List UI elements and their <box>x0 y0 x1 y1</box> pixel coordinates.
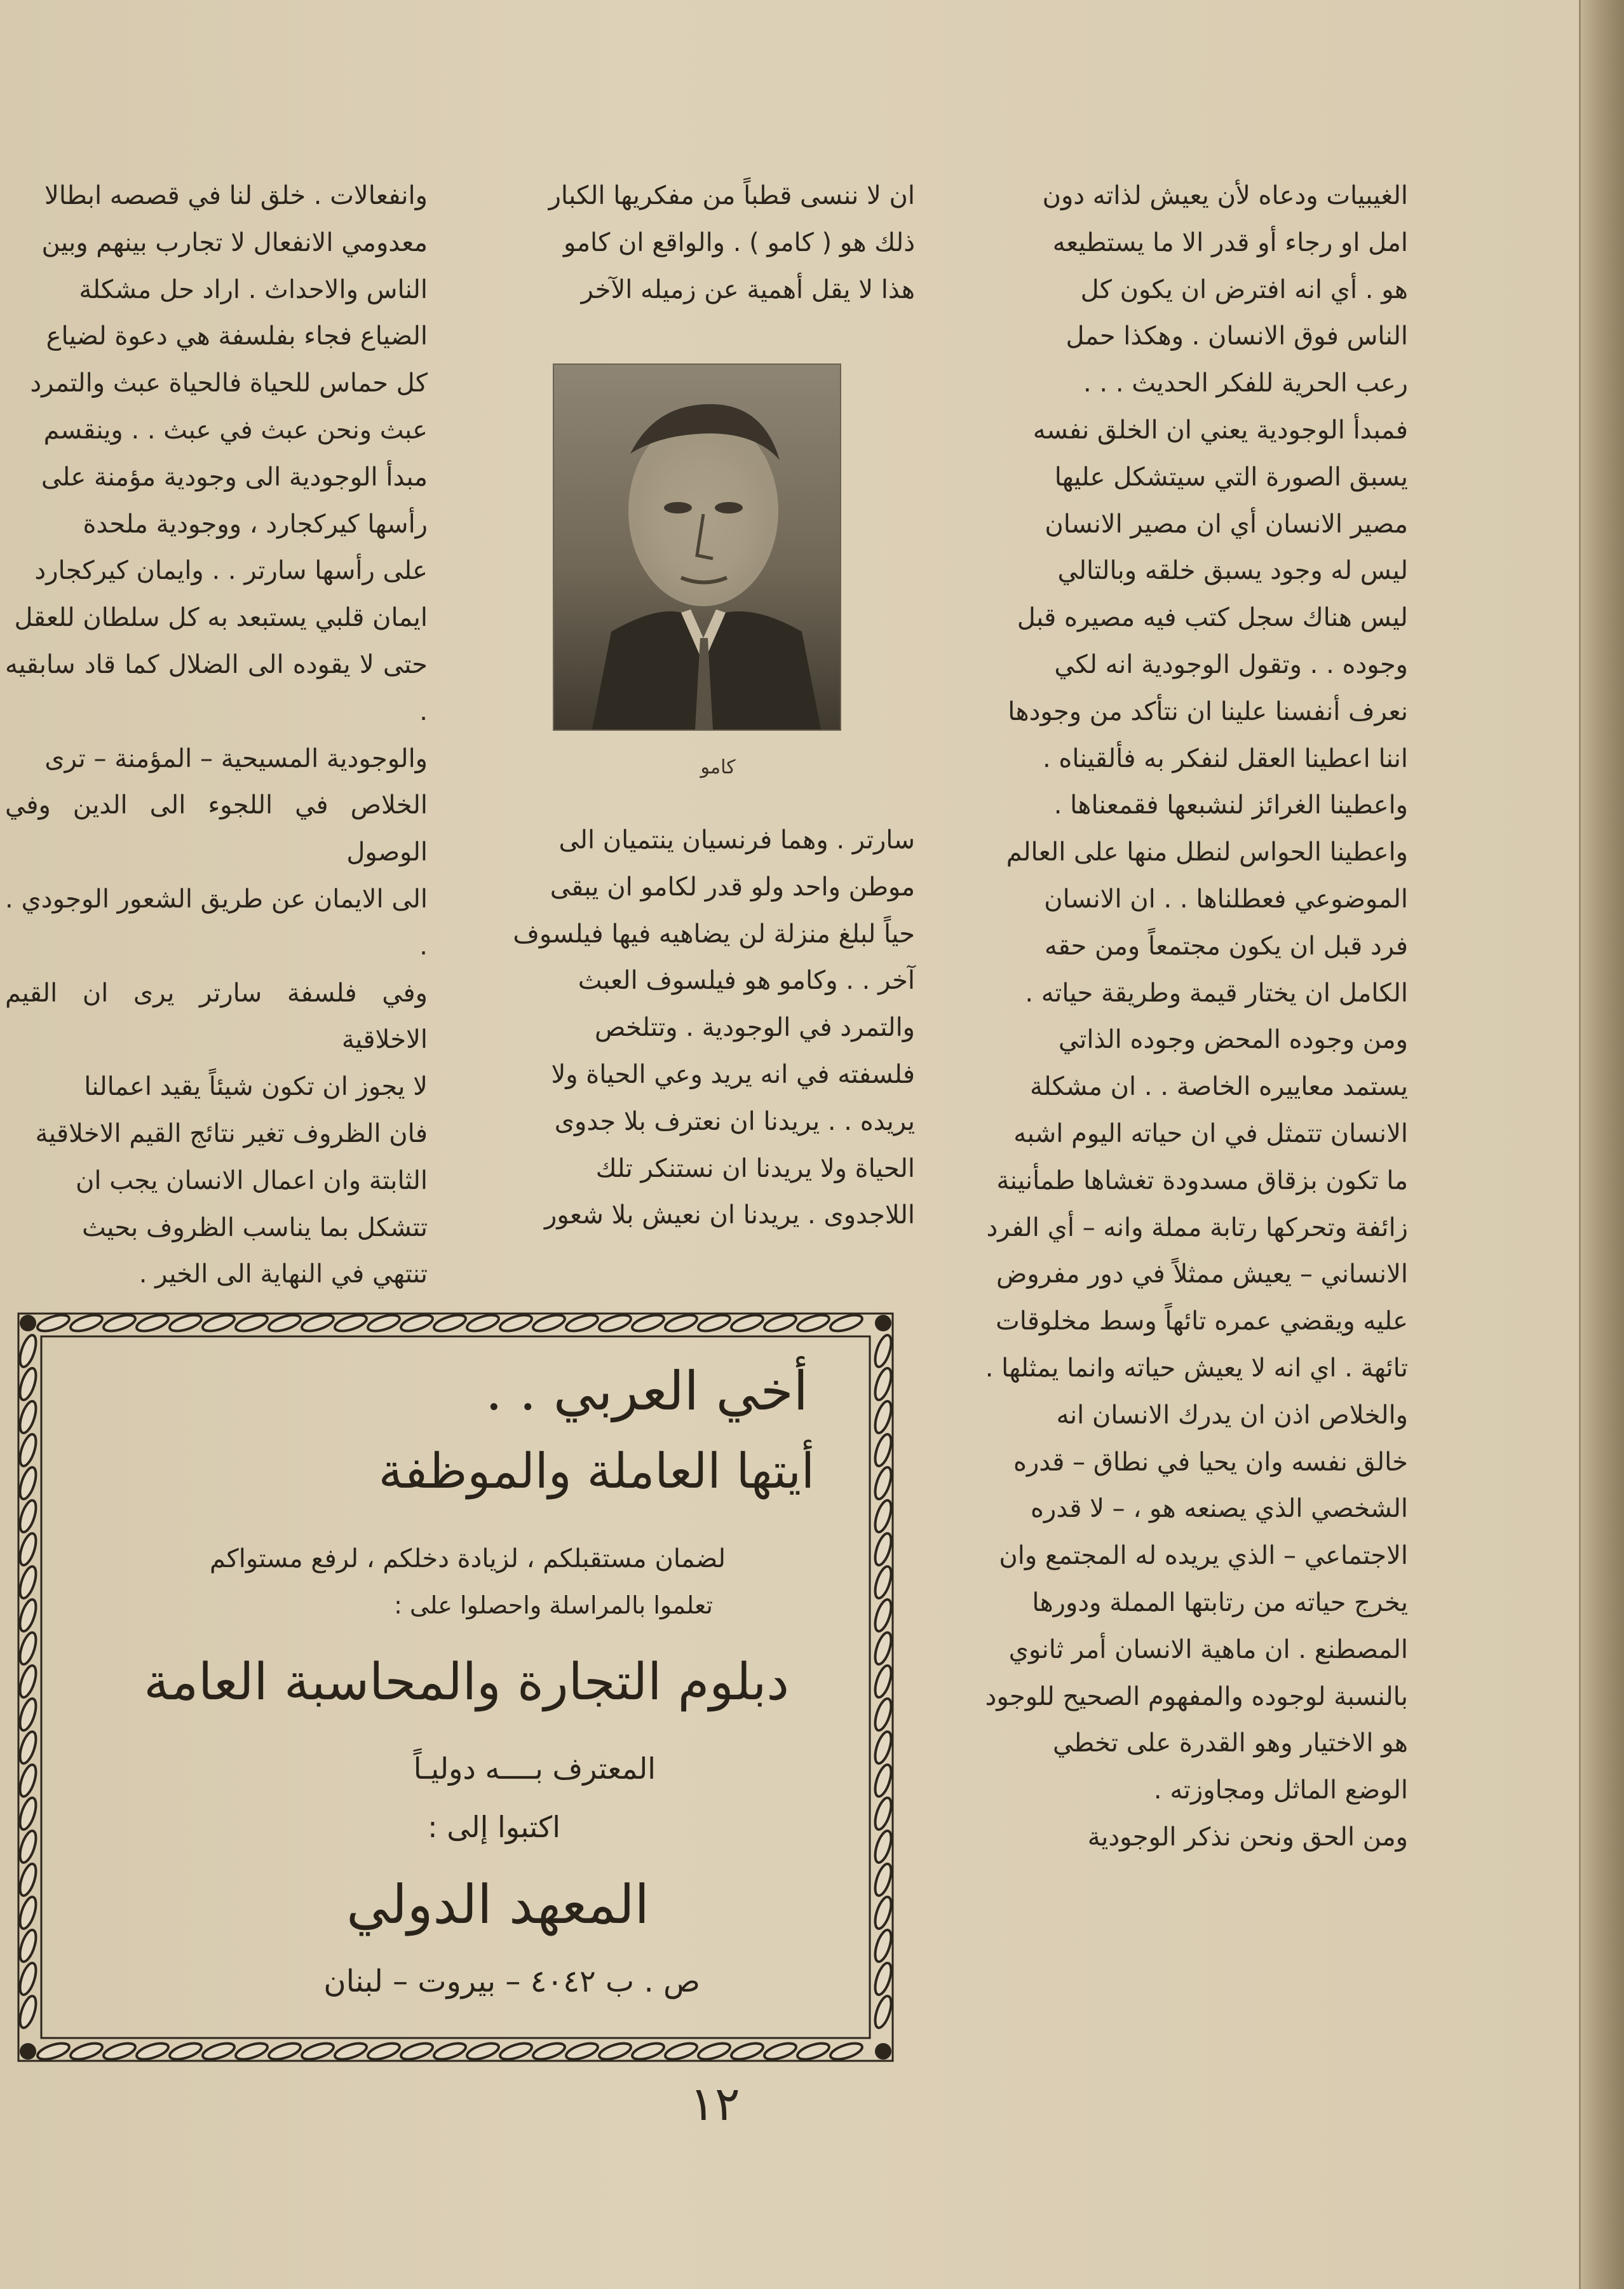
rope-link <box>498 1312 534 1334</box>
rope-link <box>267 2040 302 2062</box>
rope-link <box>69 2040 104 2062</box>
rope-link <box>17 1333 39 1369</box>
rope-link <box>17 1532 39 1567</box>
text-line: عليه ويقضي عمره تائهاً وسط مخلوقات <box>996 1307 1408 1336</box>
rope-link <box>872 1829 894 1864</box>
rope-link <box>872 1862 894 1898</box>
rope-link <box>102 1312 137 1334</box>
article-column-middle-bottom <box>492 817 915 1239</box>
text-line: الانسان تتمثل في ان حياته اليوم اشبه <box>1013 1118 1408 1148</box>
text-line: الغيبيات ودعاه لأن يعيش لذاته دون <box>1042 181 1408 210</box>
ad-address: ص . ب ٤٠٤٢ – بيروت – لبنان <box>323 1964 700 1999</box>
page-number: ١٢ <box>689 2077 740 2131</box>
rope-link <box>795 2040 831 2062</box>
rope-link <box>168 1312 203 1334</box>
rope-link <box>17 1664 39 1699</box>
rope-link <box>630 2040 666 2062</box>
text-line: فان الظروف تغير نتائج القيم الاخلاقية <box>35 1118 428 1148</box>
rope-link <box>17 1432 39 1468</box>
text-line: ومن الحق ونحن نذكر الوجودية <box>1087 1822 1408 1852</box>
rope-link <box>498 2040 534 2062</box>
text-line: والتمرد في الوجودية . وتتلخص <box>594 1013 915 1043</box>
rope-link <box>872 1664 894 1699</box>
text-line: الموضوعي فعطلناها . . ان الانسان <box>1044 884 1408 914</box>
rope-link <box>465 1312 501 1334</box>
text-line: الثابتة وان اعمال الانسان يجب ان <box>76 1165 428 1195</box>
photo-caption: كامو <box>700 756 736 778</box>
text-line: ليس له وجود يسبق خلقه وبالتالي <box>1057 556 1408 586</box>
text-line: نعرف أنفسنا علينا ان نتأكد من وجودها <box>1008 696 1408 726</box>
text-line: هو الاختيار وهو القدرة على تخطي <box>1052 1729 1408 1758</box>
rope-link <box>829 2040 864 2062</box>
text-line: الاجتماعي – الذي يريده له المجتمع وان <box>999 1541 1408 1571</box>
rope-link <box>696 1312 732 1334</box>
rope-link <box>135 1312 170 1334</box>
portrait-illustration <box>554 365 840 730</box>
rope-link <box>201 1312 236 1334</box>
text-line: الشخصي الذي يصنعه هو ، – لا قدره <box>1031 1494 1408 1524</box>
rope-link <box>872 1796 894 1831</box>
rope-link <box>872 1961 894 1997</box>
text-line: حياً لبلغ منزلة لن يضاهيه فيها فيلسوف <box>513 919 915 949</box>
text-line: يريده . . يريدنا ان نعترف بلا جدوى <box>554 1106 915 1136</box>
text-line: الخلاص في اللجوء الى الدين وفي الوصول <box>5 791 428 867</box>
rope-link <box>531 2040 567 2062</box>
ad-diploma-name: دبلوم التجارة والمحاسبة العامة <box>144 1652 789 1711</box>
text-line: واعطينا الحواس لنطل منها على العالم <box>1006 838 1408 867</box>
rope-link <box>872 1532 894 1567</box>
rope-link <box>564 2040 600 2062</box>
rope-link <box>872 1631 894 1666</box>
rope-link <box>17 1565 39 1600</box>
text-line: المصطنع . ان ماهية الانسان أمر ثانوي <box>1008 1634 1408 1664</box>
ad-institute-name: المعهد الدولي <box>346 1873 649 1936</box>
rope-link <box>17 1928 39 1964</box>
text-line: والوجودية المسيحية – المؤمنة – ترى <box>44 744 428 773</box>
text-line: فلسفته في انه يريد وعي الحياة ولا <box>551 1059 915 1089</box>
rope-link <box>17 1730 39 1765</box>
text-line: والخلاص اذن ان يدرك الانسان انه <box>1056 1400 1408 1430</box>
rope-link <box>17 1631 39 1666</box>
text-line: تائهة . اي انه لا يعيش حياته وانما يمثلها . <box>985 1353 1408 1383</box>
text-line: كل حماس للحياة فالحياة عبث والتمرد <box>30 369 428 398</box>
rope-link <box>597 1312 633 1334</box>
rope-link <box>872 1697 894 1732</box>
rope-link <box>17 1994 39 2030</box>
text-line: تنتهي في النهاية الى الخير . <box>139 1260 428 1289</box>
rope-link <box>872 1565 894 1600</box>
rope-link <box>872 1465 894 1501</box>
portrait-photo-camus <box>553 363 841 731</box>
rope-link <box>366 2040 402 2062</box>
text-line: معدومي الانفعال لا تجارب بينهم وبين <box>41 228 428 257</box>
text-line: ذلك هو ( كامو ) . والواقع ان كامو <box>563 228 915 257</box>
rope-link <box>17 1465 39 1501</box>
text-line: اللاجدوى . يريدنا ان نعيش بلا شعور <box>545 1200 915 1230</box>
ad-write-to: اكتبوا إلى : <box>428 1810 560 1844</box>
rope-link <box>829 1312 864 1334</box>
text-line: لا يجوز ان تكون شيئاً يقيد اعمالنا <box>84 1072 428 1102</box>
rope-link <box>872 1730 894 1765</box>
text-line: الوضع الماثل ومجاوزته . <box>1153 1776 1408 1805</box>
rope-link <box>17 1399 39 1435</box>
text-line: الناس والاحداث . اراد حل مشكلة <box>79 275 428 304</box>
text-line: زائفة وتحركها رتابة مملة وانه – أي الفرد <box>986 1212 1408 1242</box>
rope-link <box>432 2040 468 2062</box>
ad-body-line-2: تعلموا بالمراسلة واحصلوا على : <box>394 1591 713 1619</box>
rope-link <box>872 1333 894 1369</box>
rope-link <box>17 1763 39 1798</box>
rope-link <box>399 2040 435 2062</box>
rope-link <box>17 1796 39 1831</box>
rope-link <box>333 1312 369 1334</box>
rope-link <box>729 2040 765 2062</box>
text-line: الكامل ان يختار قيمة وطريقة حياته . <box>1025 978 1408 1008</box>
text-line: ان لا ننسى قطباً من مفكريها الكبار <box>548 181 915 210</box>
page-binding-edge <box>1579 0 1624 2289</box>
text-line: مصير الانسان أي ان مصير الانسان <box>1045 509 1408 539</box>
text-line: حتى لا يقوده الى الضلال كما قاد سابقيه . <box>5 649 428 726</box>
text-line: وانفعالات . خلق لنا في قصصه ابطالا <box>44 181 428 210</box>
rope-link <box>872 1498 894 1534</box>
article-column-left <box>5 173 428 1298</box>
text-line: مبدأ الوجودية الى وجودية مؤمنة على <box>41 462 428 492</box>
text-line: يسبق الصورة التي سيتشكل عليها <box>1054 462 1408 492</box>
rope-link <box>234 1312 269 1334</box>
rope-link <box>630 1312 666 1334</box>
text-line: على رأسها سارتر . . وايمان كيركجارد <box>34 556 428 586</box>
text-line: ومن وجوده المحض وجوده الذاتي <box>1058 1025 1408 1055</box>
rope-link <box>135 2040 170 2062</box>
article-column-right <box>977 173 1408 1861</box>
text-line: اننا اعطينا العقل لنفكر به فألقيناه . <box>1043 744 1408 773</box>
text-line: ايمان قلبي يستبعد به كل سلطان للعقل <box>14 603 428 633</box>
text-line: وفي فلسفة سارتر يرى ان القيم الاخلاقية <box>5 978 428 1055</box>
rope-link <box>762 1312 798 1334</box>
text-line: تتشكل بما يناسب الظروف بحيث <box>81 1212 428 1242</box>
text-line: رأسها كيركجارد ، ووجودية ملحدة <box>83 509 428 539</box>
rope-link <box>17 1961 39 1997</box>
text-line: امل او رجاء أو قدر الا ما يستطيعه <box>1052 228 1408 257</box>
rope-link <box>201 2040 236 2062</box>
rope-link <box>465 2040 501 2062</box>
corner-ornament <box>875 2043 891 2060</box>
text-line: الى الايمان عن طريق الشعور الوجودي . . <box>5 884 428 961</box>
text-line: فرد قبل ان يكون مجتمعاً ومن حقه <box>1044 931 1408 961</box>
text-line: وجوده . . وتقول الوجودية انه لكي <box>1054 649 1408 679</box>
text-line: سارتر . وهما فرنسيان ينتميان الى <box>558 825 915 855</box>
rope-link <box>300 2040 335 2062</box>
rope-link <box>872 1763 894 1798</box>
rope-link <box>366 1312 402 1334</box>
advertisement-content <box>52 1354 859 2021</box>
rope-link <box>432 1312 468 1334</box>
rope-link <box>102 2040 137 2062</box>
article-column-middle-top <box>492 173 915 313</box>
rope-link <box>872 1598 894 1633</box>
ad-body-line-1: لضمان مستقبلكم ، لزيادة دخلكم ، لرفع مستواكم <box>210 1544 726 1573</box>
text-line: بالنسبة لوجوده والمفهوم الصحيح للوجود <box>985 1681 1408 1711</box>
text-line: الحياة ولا يريدنا ان نستنكر تلك <box>595 1153 915 1183</box>
rope-link <box>17 1598 39 1633</box>
rope-link <box>168 2040 203 2062</box>
rope-link <box>872 1994 894 2030</box>
rope-link <box>564 1312 600 1334</box>
rope-link <box>300 1312 335 1334</box>
rope-link <box>333 2040 369 2062</box>
rope-link <box>267 1312 302 1334</box>
rope-link <box>872 1928 894 1964</box>
corner-ornament <box>875 1315 891 1331</box>
advertisement-box <box>14 1309 897 2065</box>
text-line: خالق نفسه وان يحيا في نطاق – قدره <box>1013 1447 1408 1477</box>
rope-link <box>795 1312 831 1334</box>
ad-title: أخي العربي . . <box>485 1360 808 1422</box>
text-line: هو . أي انه افترض ان يكون كل <box>1080 275 1408 304</box>
rope-link <box>399 1312 435 1334</box>
rope-link <box>69 1312 104 1334</box>
rope-link <box>597 2040 633 2062</box>
ad-subtitle: أيتها العاملة والموظفة <box>378 1443 815 1499</box>
text-line: ما تكون بزقاق مسدودة تغشاها طمأنينة <box>996 1165 1408 1195</box>
rope-link <box>17 1697 39 1732</box>
rope-link <box>696 2040 732 2062</box>
text-line: الانساني – يعيش ممثلاً في دور مفروض <box>996 1260 1408 1289</box>
text-line: يخرج حياته من رتابتها المملة ودورها <box>1032 1587 1408 1617</box>
rope-link <box>663 1312 699 1334</box>
rope-link <box>872 1895 894 1931</box>
rope-link <box>17 1829 39 1864</box>
corner-ornament <box>20 1315 36 1331</box>
rope-link <box>36 1312 71 1334</box>
text-line: واعطينا الغرائز لنشبعها فقمعناها . <box>1053 791 1408 820</box>
text-line: ليس هناك سجل كتب فيه مصيره قبل <box>1017 603 1408 633</box>
ad-recognition: المعترف بــــه دوليـاً <box>413 1751 656 1786</box>
text-line: فمبدأ الوجودية يعني ان الخلق نفسه <box>1032 415 1408 445</box>
text-line: الناس فوق الانسان . وهكذا حمل <box>1066 322 1408 351</box>
text-line: يستمد معاييره الخاصة . . ان مشكلة <box>1030 1072 1408 1102</box>
rope-link <box>234 2040 269 2062</box>
rope-link <box>663 2040 699 2062</box>
text-line: موطن واحد ولو قدر لكامو ان يبقى <box>550 872 915 902</box>
rope-link <box>17 1366 39 1402</box>
rope-link <box>17 1895 39 1931</box>
rope-link <box>729 1312 765 1334</box>
rope-link <box>36 2040 71 2062</box>
text-line: عبث ونحن عبث في عبث . . وينقسم <box>43 415 428 445</box>
text-line: هذا لا يقل أهمية عن زميله الآخر <box>581 275 915 304</box>
text-line: آخر . . وكامو هو فيلسوف العبث <box>578 966 915 996</box>
text-line: رعب الحرية للفكر الحديث . . . <box>1083 369 1408 398</box>
rope-link <box>872 1399 894 1435</box>
text-line: الضياع فجاء بفلسفة هي دعوة لضياع <box>46 322 428 351</box>
rope-link <box>531 1312 567 1334</box>
corner-ornament <box>20 2043 36 2060</box>
rope-link <box>872 1432 894 1468</box>
rope-link <box>17 1862 39 1898</box>
rope-link <box>762 2040 798 2062</box>
rope-link <box>17 1498 39 1534</box>
rope-link <box>872 1366 894 1402</box>
